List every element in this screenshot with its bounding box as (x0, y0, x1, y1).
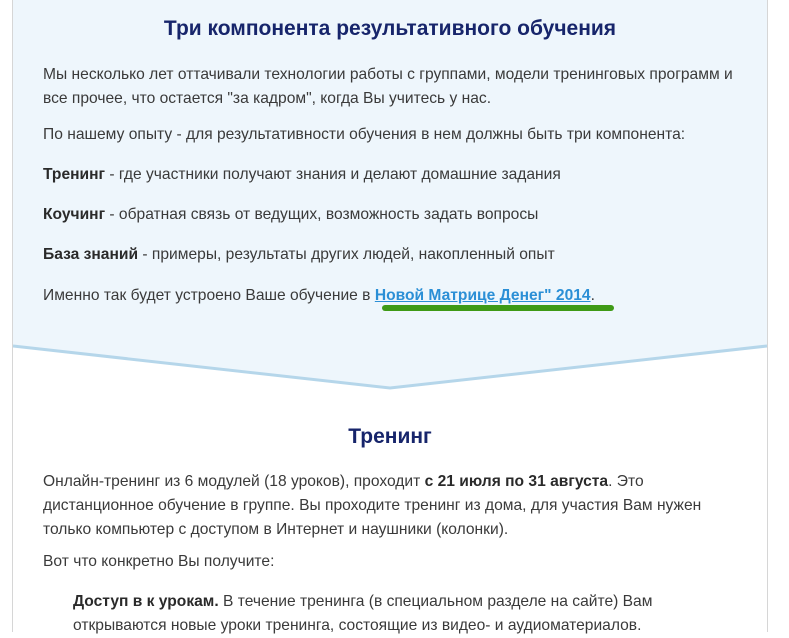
training-text-a: Онлайн-тренинг из 6 модулей (18 уроков), проходит (43, 473, 425, 490)
closing-suffix: . (590, 287, 595, 304)
component-desc: - где участники получают знания и делают домашние задания (105, 166, 561, 183)
benefit-term: Доступ в к урокам. (73, 593, 219, 610)
chevron-divider (13, 338, 767, 394)
component-knowledge-base (43, 243, 733, 267)
component-coaching (43, 203, 733, 227)
benefits-lead: Вот что конкретно Вы получите: (43, 553, 275, 570)
benefit-desc: В течение тренинга (в специальном разделе на сайте) Вам открываются новые уроки тренинга, состоящие из видео- и аудиоматериалов. (73, 593, 653, 634)
link-highlight-mark (382, 305, 614, 311)
component-term: Тренинг (43, 166, 106, 183)
training-dates: с 21 июля по 31 августа (424, 473, 609, 490)
email-content-frame (12, 0, 768, 632)
intro-panel (13, 0, 767, 388)
component-term: База знаний (43, 246, 139, 263)
training-paragraph (43, 470, 733, 542)
section-title-training: Тренинг (348, 425, 432, 448)
component-desc: - примеры, результаты других людей, накопленный опыт (138, 246, 555, 263)
component-desc: - обратная связь от ведущих, возможность задать вопросы (105, 206, 539, 223)
benefit-access (73, 590, 733, 638)
section-title-components: Три компонента результативного обучения (163, 17, 617, 40)
intro-paragraph: Мы несколько лет оттачивали технологии работы с группами, модели тренинговых программ и все прочее, что остается "за кадром", когда Вы учитесь у нас. (43, 66, 733, 107)
lead-paragraph: По нашему опыту - для результативности обучения в нем должны быть три компонента: (43, 126, 686, 143)
component-term: Коучинг (43, 206, 106, 223)
training-text-b: . Это дистанционное обучение в группе. Вы проходите тренинг из дома, для участия Вам нужен только компьютер с доступом в Интернет и наушники (колонки). (43, 473, 702, 538)
component-training (43, 163, 733, 187)
closing-prefix: Именно так будет устроено Ваше обучение в (43, 287, 375, 304)
course-link[interactable]: Новой Матрице Денег" 2014 (374, 287, 591, 304)
